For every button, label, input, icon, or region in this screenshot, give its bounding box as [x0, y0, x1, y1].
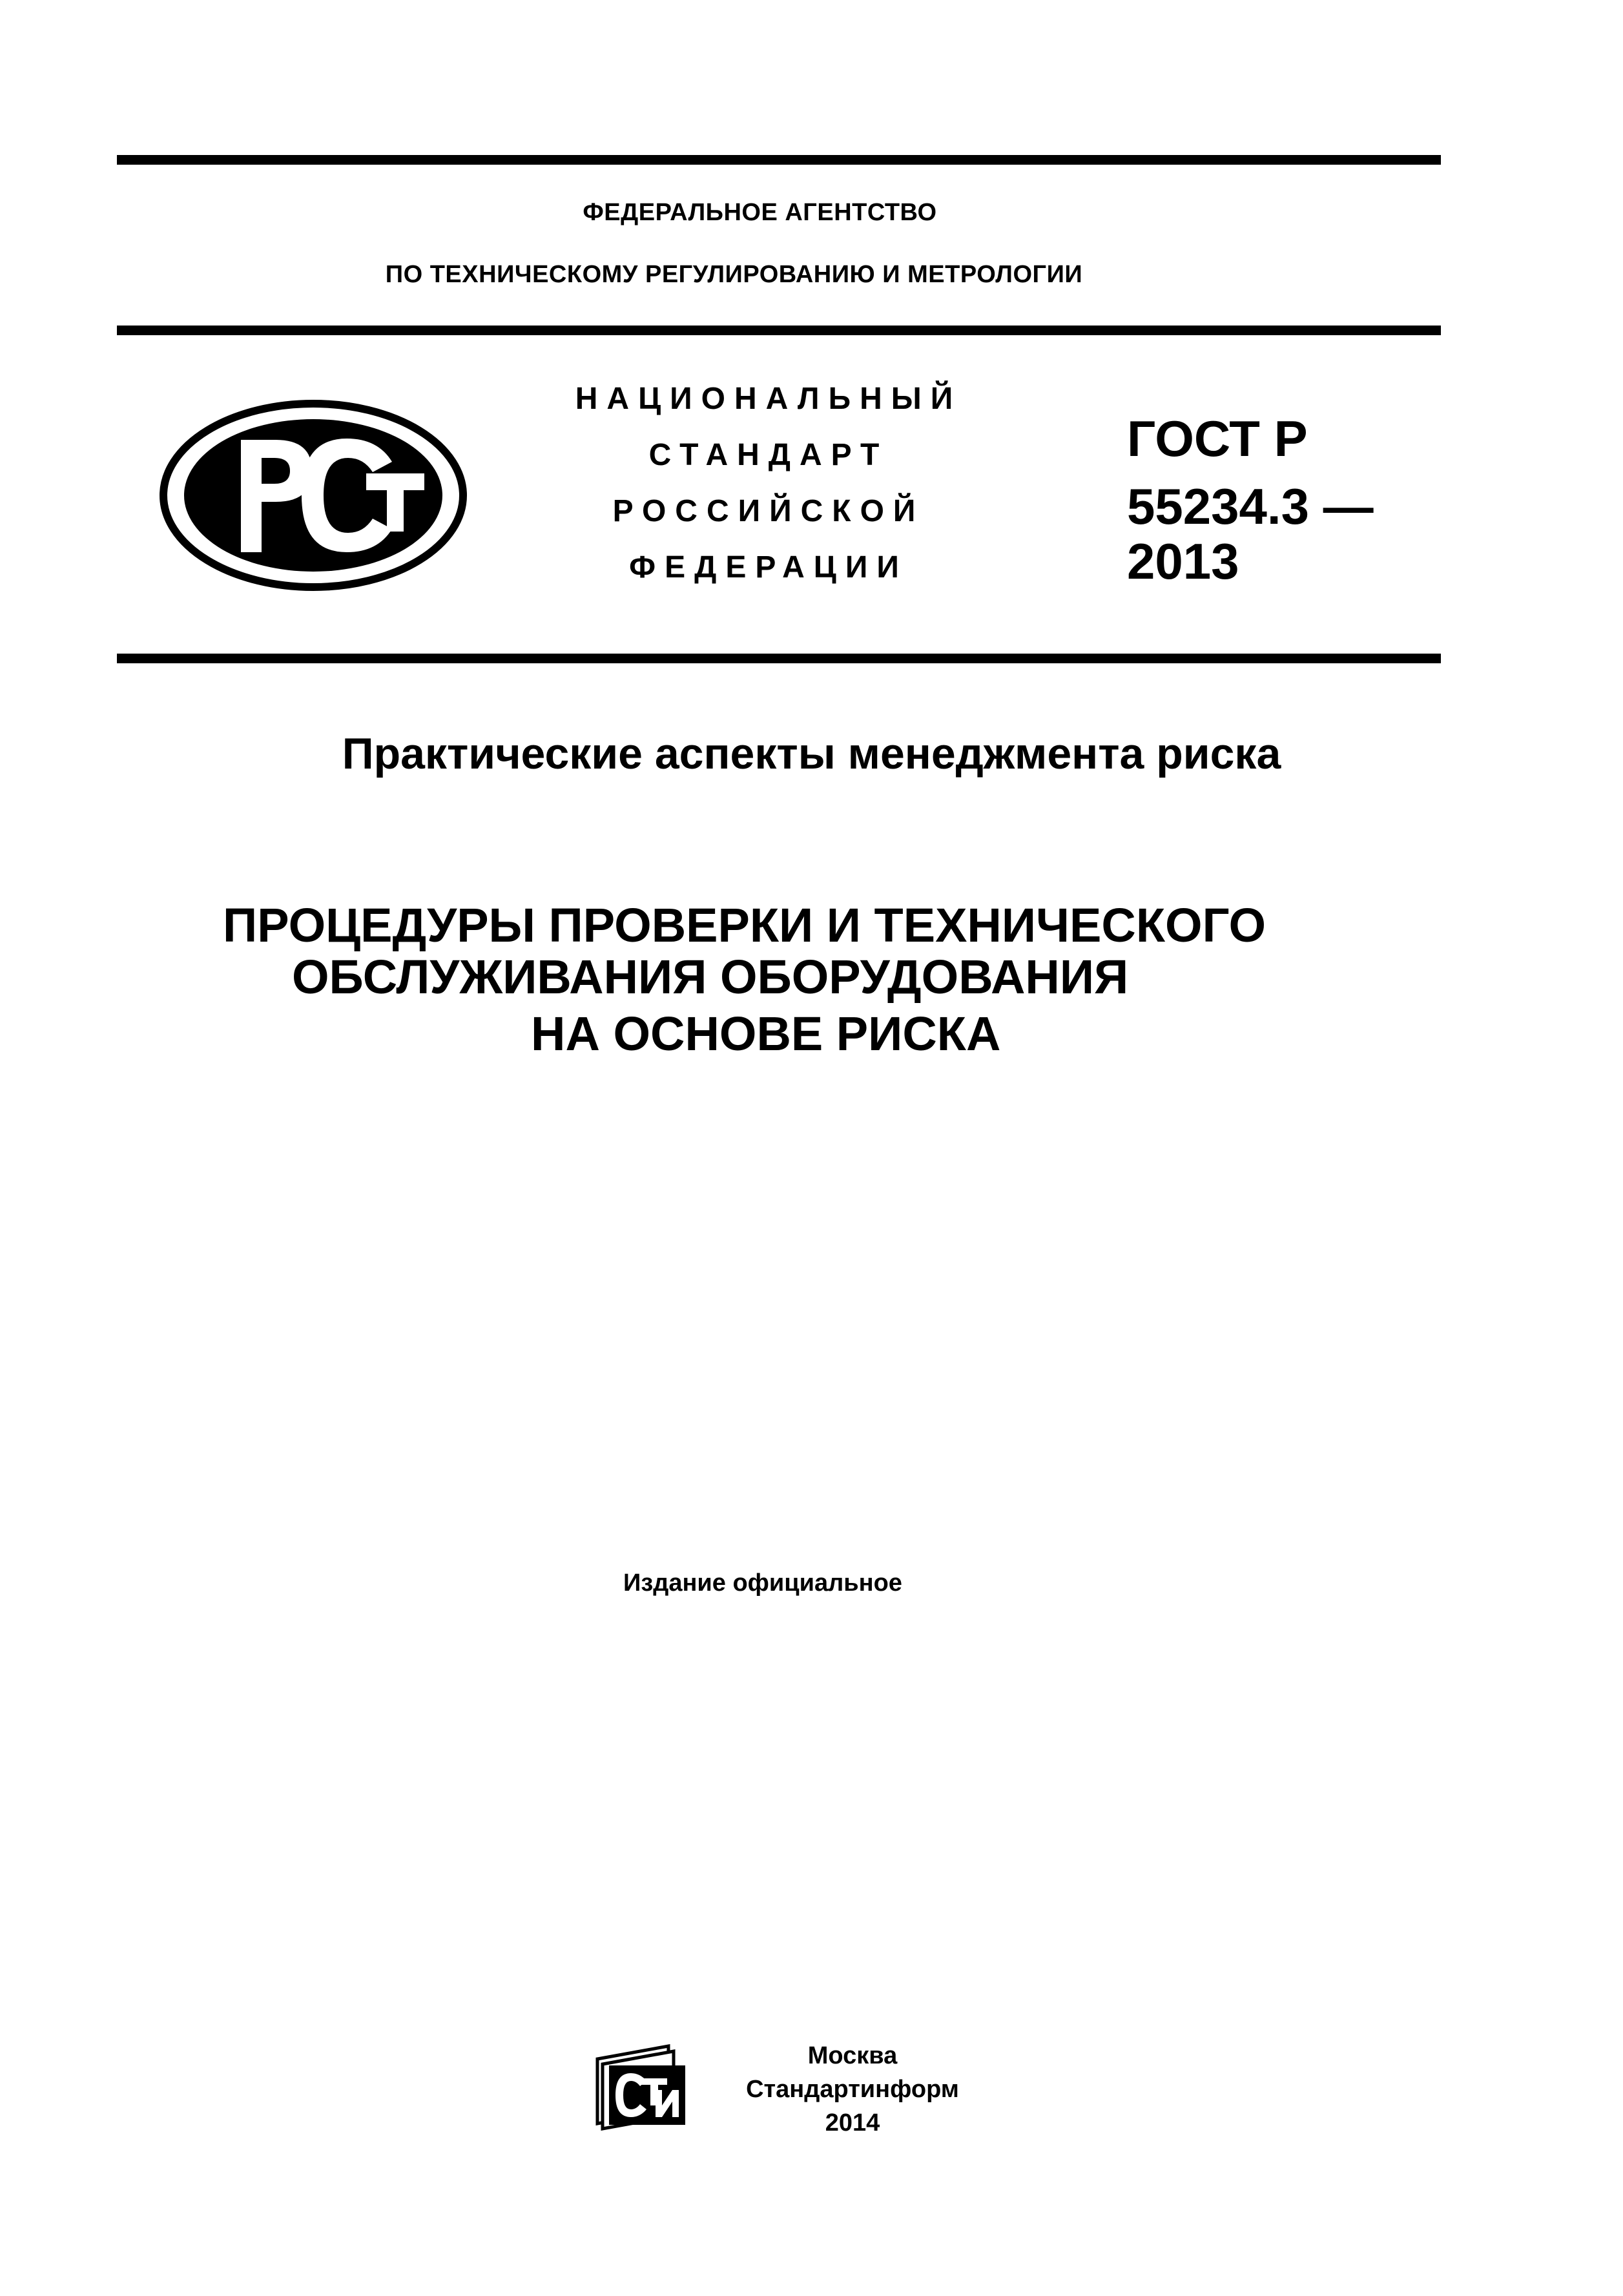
middle-rule [117, 326, 1441, 335]
gost-code-line-2: 55234.3 — [1127, 478, 1374, 535]
bottom-rule [117, 654, 1441, 663]
edition-label: Издание официальное [623, 1569, 902, 1597]
document-title-line-1: ПРОЦЕДУРЫ ПРОВЕРКИ И ТЕХНИЧЕСКОГО [223, 898, 1266, 952]
national-line-1: НАЦИОНАЛЬНЫЙ [575, 382, 962, 416]
document-subtitle: Практические аспекты менеджмента риска [342, 729, 1281, 778]
top-rule [117, 155, 1441, 165]
publisher-name: Стандартинформ [746, 2076, 959, 2103]
agency-line-1: ФЕДЕРАЛЬНОЕ АГЕНТСТВО [583, 199, 937, 226]
national-line-4: ФЕДЕРАЦИИ [629, 550, 908, 584]
standartinform-logo-icon [591, 2041, 694, 2131]
national-line-2: СТАНДАРТ [648, 438, 889, 472]
publisher-year: 2014 [825, 2109, 880, 2136]
document-title-line-2: ОБСЛУЖИВАНИЯ ОБОРУДОВАНИЯ [292, 950, 1129, 1004]
agency-line-2: ПО ТЕХНИЧЕСКОМУ РЕГУЛИРОВАНИЮ И МЕТРОЛОГИИ [385, 261, 1083, 288]
gost-code-line-1: ГОСТ Р [1127, 410, 1308, 467]
rst-emblem-icon [158, 398, 468, 592]
publisher-city: Москва [807, 2042, 898, 2069]
gost-code-line-3: 2013 [1127, 533, 1239, 590]
document-title-line-3: НА ОСНОВЕ РИСКА [531, 1007, 1001, 1060]
national-line-3: РОССИЙСКОЙ [612, 494, 925, 528]
